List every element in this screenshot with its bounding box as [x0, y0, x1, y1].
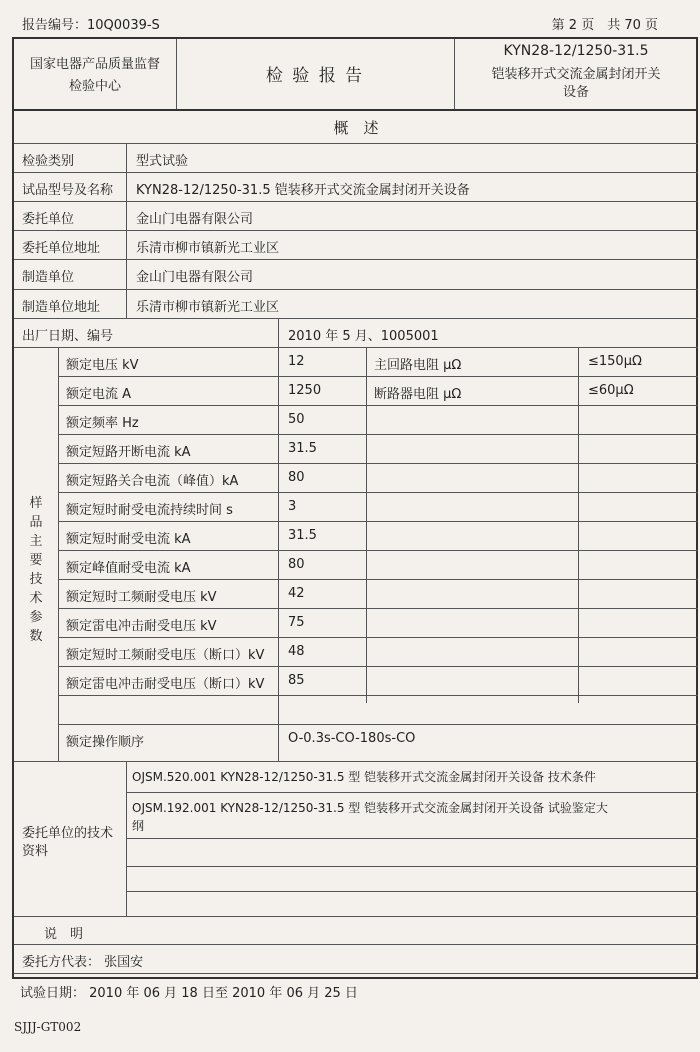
param-extra-value: ≤60μΩ [588, 383, 634, 398]
section-title: 概 述 [333, 119, 379, 137]
row-divider [58, 666, 698, 667]
param-label: 额定短路关合电流（峰值）kA [66, 474, 239, 489]
param-label: 额定电压 kV [66, 358, 139, 373]
tech-doc-item-cont: 纲 [132, 819, 145, 833]
page-info: 第 2 页 共 70 页 [551, 18, 658, 33]
row-divider [58, 637, 698, 638]
row-divider [58, 521, 698, 522]
overview-value: 乐清市柳市镇新光工业区 [136, 300, 280, 315]
param-value: 31.5 [288, 528, 317, 543]
param-value: 85 [288, 673, 305, 688]
product-title-line2: 铠装移开式交流金属封闭开关 [491, 67, 661, 82]
param-label: 额定短时耐受电流持续时间 s [66, 503, 233, 518]
param-label: 额定雷电冲击耐受电压（断口）kV [66, 677, 265, 692]
param-value: 80 [288, 470, 305, 485]
param-label: 额定频率 Hz [66, 416, 139, 431]
row-divider [58, 492, 698, 493]
doc-title: 检 验 报 告 [265, 66, 365, 86]
factory-label: 出厂日期、编号 [22, 329, 114, 344]
overview-label: 制造单位地址 [22, 300, 101, 315]
param-value: 75 [288, 615, 305, 630]
row-divider [58, 724, 698, 725]
overview-value: 乐清市柳市镇新光工业区 [136, 241, 280, 256]
param-label: 额定短时工频耐受电压（断口）kV [66, 648, 265, 663]
overview-value: 金山门电器有限公司 [136, 212, 254, 227]
param-label: 额定短时工频耐受电压 kV [66, 590, 217, 605]
overview-value: 型式试验 [136, 154, 189, 169]
param-label: 额定短时耐受电流 kA [66, 532, 191, 547]
param-label: 额定短路开断电流 kA [66, 445, 191, 460]
product-title-line3: 设备 [562, 85, 589, 100]
row-divider [58, 405, 698, 406]
param-value: 12 [288, 354, 305, 369]
test-date: 试验日期： 2010 年 06 月 18 日至 2010 年 06 月 25 日 [20, 986, 358, 1001]
param-value: 80 [288, 557, 305, 572]
param-value: 48 [288, 644, 305, 659]
row-divider [58, 376, 698, 377]
tech-docs-label-line2: 资料 [22, 844, 49, 859]
row-divider [58, 608, 698, 609]
form-code: SJJJ-GT002 [14, 1020, 82, 1034]
row-divider [58, 550, 698, 551]
overview-value: KYN28-12/1250-31.5 铠装移开式交流金属封闭开关设备 [136, 183, 470, 198]
overview-label: 委托单位 [22, 212, 75, 227]
notes-label: 说 明 [44, 927, 84, 942]
factory-value: 2010 年 5 月、1005001 [288, 329, 439, 344]
param-label: 额定峰值耐受电流 kA [66, 561, 191, 576]
overview-label: 检验类别 [22, 154, 75, 169]
org-name-line1: 国家电器产品质量监督 [29, 57, 160, 72]
param-extra-value: ≤150μΩ [588, 354, 642, 369]
param-label: 额定操作顺序 [66, 735, 145, 750]
row-divider [58, 463, 698, 464]
param-extra-label: 断路器电阻 μΩ [374, 387, 462, 402]
tech-docs-label-line1: 委托单位的技术 [22, 826, 114, 841]
tech-doc-item: OJSM.520.001 KYN28-12/1250-31.5 型 铠装移开式交流金属封闭开关设备 技术条件 [132, 770, 596, 784]
report-table [12, 37, 698, 979]
report-number: 报告编号：10Q0039-S [22, 18, 160, 33]
overview-value: 金山门电器有限公司 [136, 270, 254, 285]
param-value: 50 [288, 412, 305, 427]
tech-doc-item: OJSM.192.001 KYN28-12/1250-31.5 型 铠装移开式交流金属封闭开关设备 试验鉴定大 [132, 801, 608, 815]
representative: 委托方代表： 张国安 [22, 955, 144, 970]
param-extra-label: 主回路电阻 μΩ [374, 358, 462, 373]
param-value: 1250 [288, 383, 322, 398]
param-value: O-0.3s-CO-180s-CO [288, 731, 416, 746]
param-label: 额定电流 A [66, 387, 132, 402]
param-value: 3 [288, 499, 297, 514]
overview-label: 试品型号及名称 [22, 183, 114, 198]
row-divider [58, 579, 698, 580]
param-value: 42 [288, 586, 305, 601]
params-group-label: 样品主要技术参数 [29, 496, 43, 644]
param-value: 31.5 [288, 441, 317, 456]
row-divider [58, 434, 698, 435]
row-divider [58, 695, 698, 696]
overview-label: 制造单位 [22, 270, 75, 285]
param-label: 额定雷电冲击耐受电压 kV [66, 619, 217, 634]
product-title-line1: KYN28-12/1250-31.5 [503, 43, 649, 59]
overview-label: 委托单位地址 [22, 241, 101, 256]
org-name-line2: 检验中心 [68, 79, 121, 94]
